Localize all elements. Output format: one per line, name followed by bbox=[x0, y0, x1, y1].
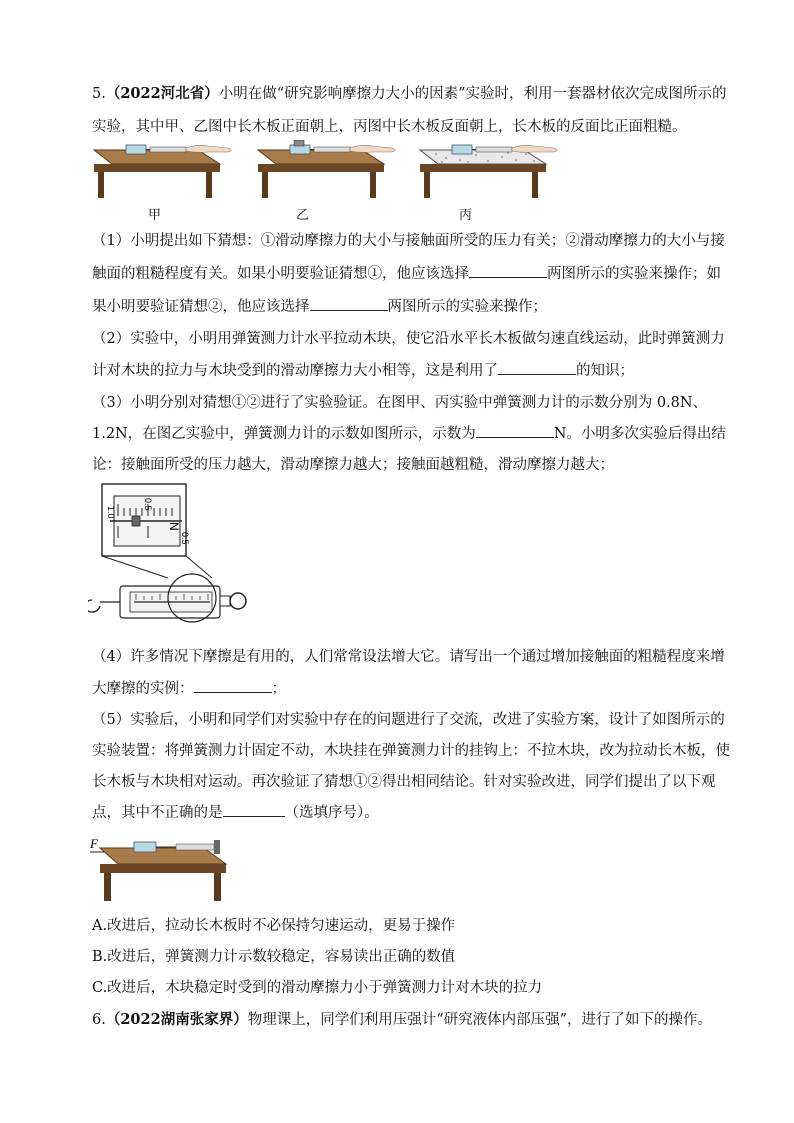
q5-part3-line3: 论：接触面所受的压力越大，滑动摩擦力越大；接触面越粗糙，滑动摩擦力越大； bbox=[92, 457, 614, 473]
gauge-label-left: 1.0 bbox=[106, 506, 116, 519]
q5-part4-line2: 大摩擦的实例： ； bbox=[92, 677, 286, 698]
q5-part2-line1: （2）实验中，小明用弹簧测力计水平拉动木块，使它沿水平长木板做匀速直线运动，此时弹簧测力 bbox=[92, 331, 725, 347]
q5-part5-line1: （5）实验后，小明和同学们对实验中存在的问题进行了交流，改进了实验方案，设计了如图所示的 bbox=[92, 712, 725, 728]
caption-bing: 丙 bbox=[459, 208, 473, 223]
q5-part5-line3: 长木板与木块相对运动。再次验证了猜想①②得出相同结论。针对实验改进，同学们提出了以下观 bbox=[92, 774, 716, 790]
improved-apparatus-figure bbox=[86, 830, 246, 902]
q5-stem-line2: 实验，其中甲、乙图中长木板正面朝上，丙图中长木板反面朝上，长木板的反面比正面粗糙。 bbox=[92, 119, 687, 135]
answer-blank[interactable] bbox=[498, 360, 576, 375]
figure-jia bbox=[90, 140, 240, 198]
answer-blank[interactable] bbox=[310, 296, 388, 311]
question-source: （2022河北省） bbox=[105, 85, 219, 102]
q5-part2-line2: 计对木块的拉力与木块受到的滑动摩擦力大小相等，这是利用了 的知识； bbox=[92, 359, 634, 380]
figure-bing bbox=[416, 140, 566, 198]
force-label: F bbox=[90, 836, 98, 851]
gauge-label-top: 0.5 bbox=[143, 498, 153, 511]
q5-part1-line1: （1）小明提出如下猜想：①滑动摩擦力的大小与接触面所受的压力有关；②滑动摩擦力的大小与接 bbox=[92, 233, 725, 249]
q6-stem: 6.（2022湖南张家界）物理课上，同学们利用压强计“研究液体内部压强”，进行了如下的操作。 bbox=[92, 1011, 713, 1028]
q5-part5-line4: 点，其中不正确的是 （选填序号）。 bbox=[92, 801, 379, 822]
option-c: C.改进后，木块稳定时受到的滑动摩擦力小于弹簧测力计对木块的拉力 bbox=[92, 980, 543, 996]
question-number: 5. bbox=[92, 86, 106, 102]
q5-part1-line2: 触面的粗糙程度有关。如果小明要验证猜想①，他应该选择 两图所示的实验来操作；如 bbox=[92, 262, 721, 283]
gauge-label-right: 0.5 bbox=[180, 532, 190, 545]
caption-jia: 甲 bbox=[148, 208, 162, 223]
option-b: B.改进后，弹簧测力计示数较稳定，容易读出正确的数值 bbox=[92, 949, 456, 965]
answer-blank[interactable] bbox=[469, 263, 547, 278]
answer-blank[interactable] bbox=[223, 802, 285, 817]
q5-part4-line1: （4）许多情况下摩擦是有用的，人们常常设法增大它。请写出一个通过增加接触面的粗糙程度来增 bbox=[92, 649, 725, 665]
q5-part5-line2: 实验装置：将弹簧测力计固定不动，木块挂在弹簧测力计的挂钩上：不拉木块，改为拉动长木板，使 bbox=[92, 743, 730, 759]
q5-part1-line3: 果小明要验证猜想②，他应该选择 两图所示的实验来操作； bbox=[92, 295, 547, 316]
caption-yi: 乙 bbox=[296, 208, 310, 223]
option-a: A.改进后，拉动长木板时不必保持匀速运动，更易于操作 bbox=[92, 918, 456, 934]
figure-yi bbox=[254, 140, 404, 198]
spring-scale-figure bbox=[88, 476, 248, 628]
answer-blank[interactable] bbox=[476, 423, 554, 438]
answer-blank[interactable] bbox=[194, 678, 272, 693]
question-source: （2022湖南张家界） bbox=[105, 1011, 248, 1028]
question-number: 6. bbox=[92, 1012, 106, 1028]
gauge-unit: N bbox=[167, 522, 181, 531]
q5-part3-line2: 1.2N，在图乙实验中，弹簧测力计的示数如图所示，示数为 N。小明多次实验后得出结 bbox=[92, 422, 726, 443]
q5-stem-line1: 5.（2022河北省）小明在做“研究影响摩擦力大小的因素”实验时，利用一套器材依次完成图所示的 bbox=[92, 85, 727, 102]
q5-part3-line1: （3）小明分别对猜想①②进行了实验验证。在图甲、丙实验中弹簧测力计的示数分别为 0.8N、 bbox=[92, 395, 708, 411]
